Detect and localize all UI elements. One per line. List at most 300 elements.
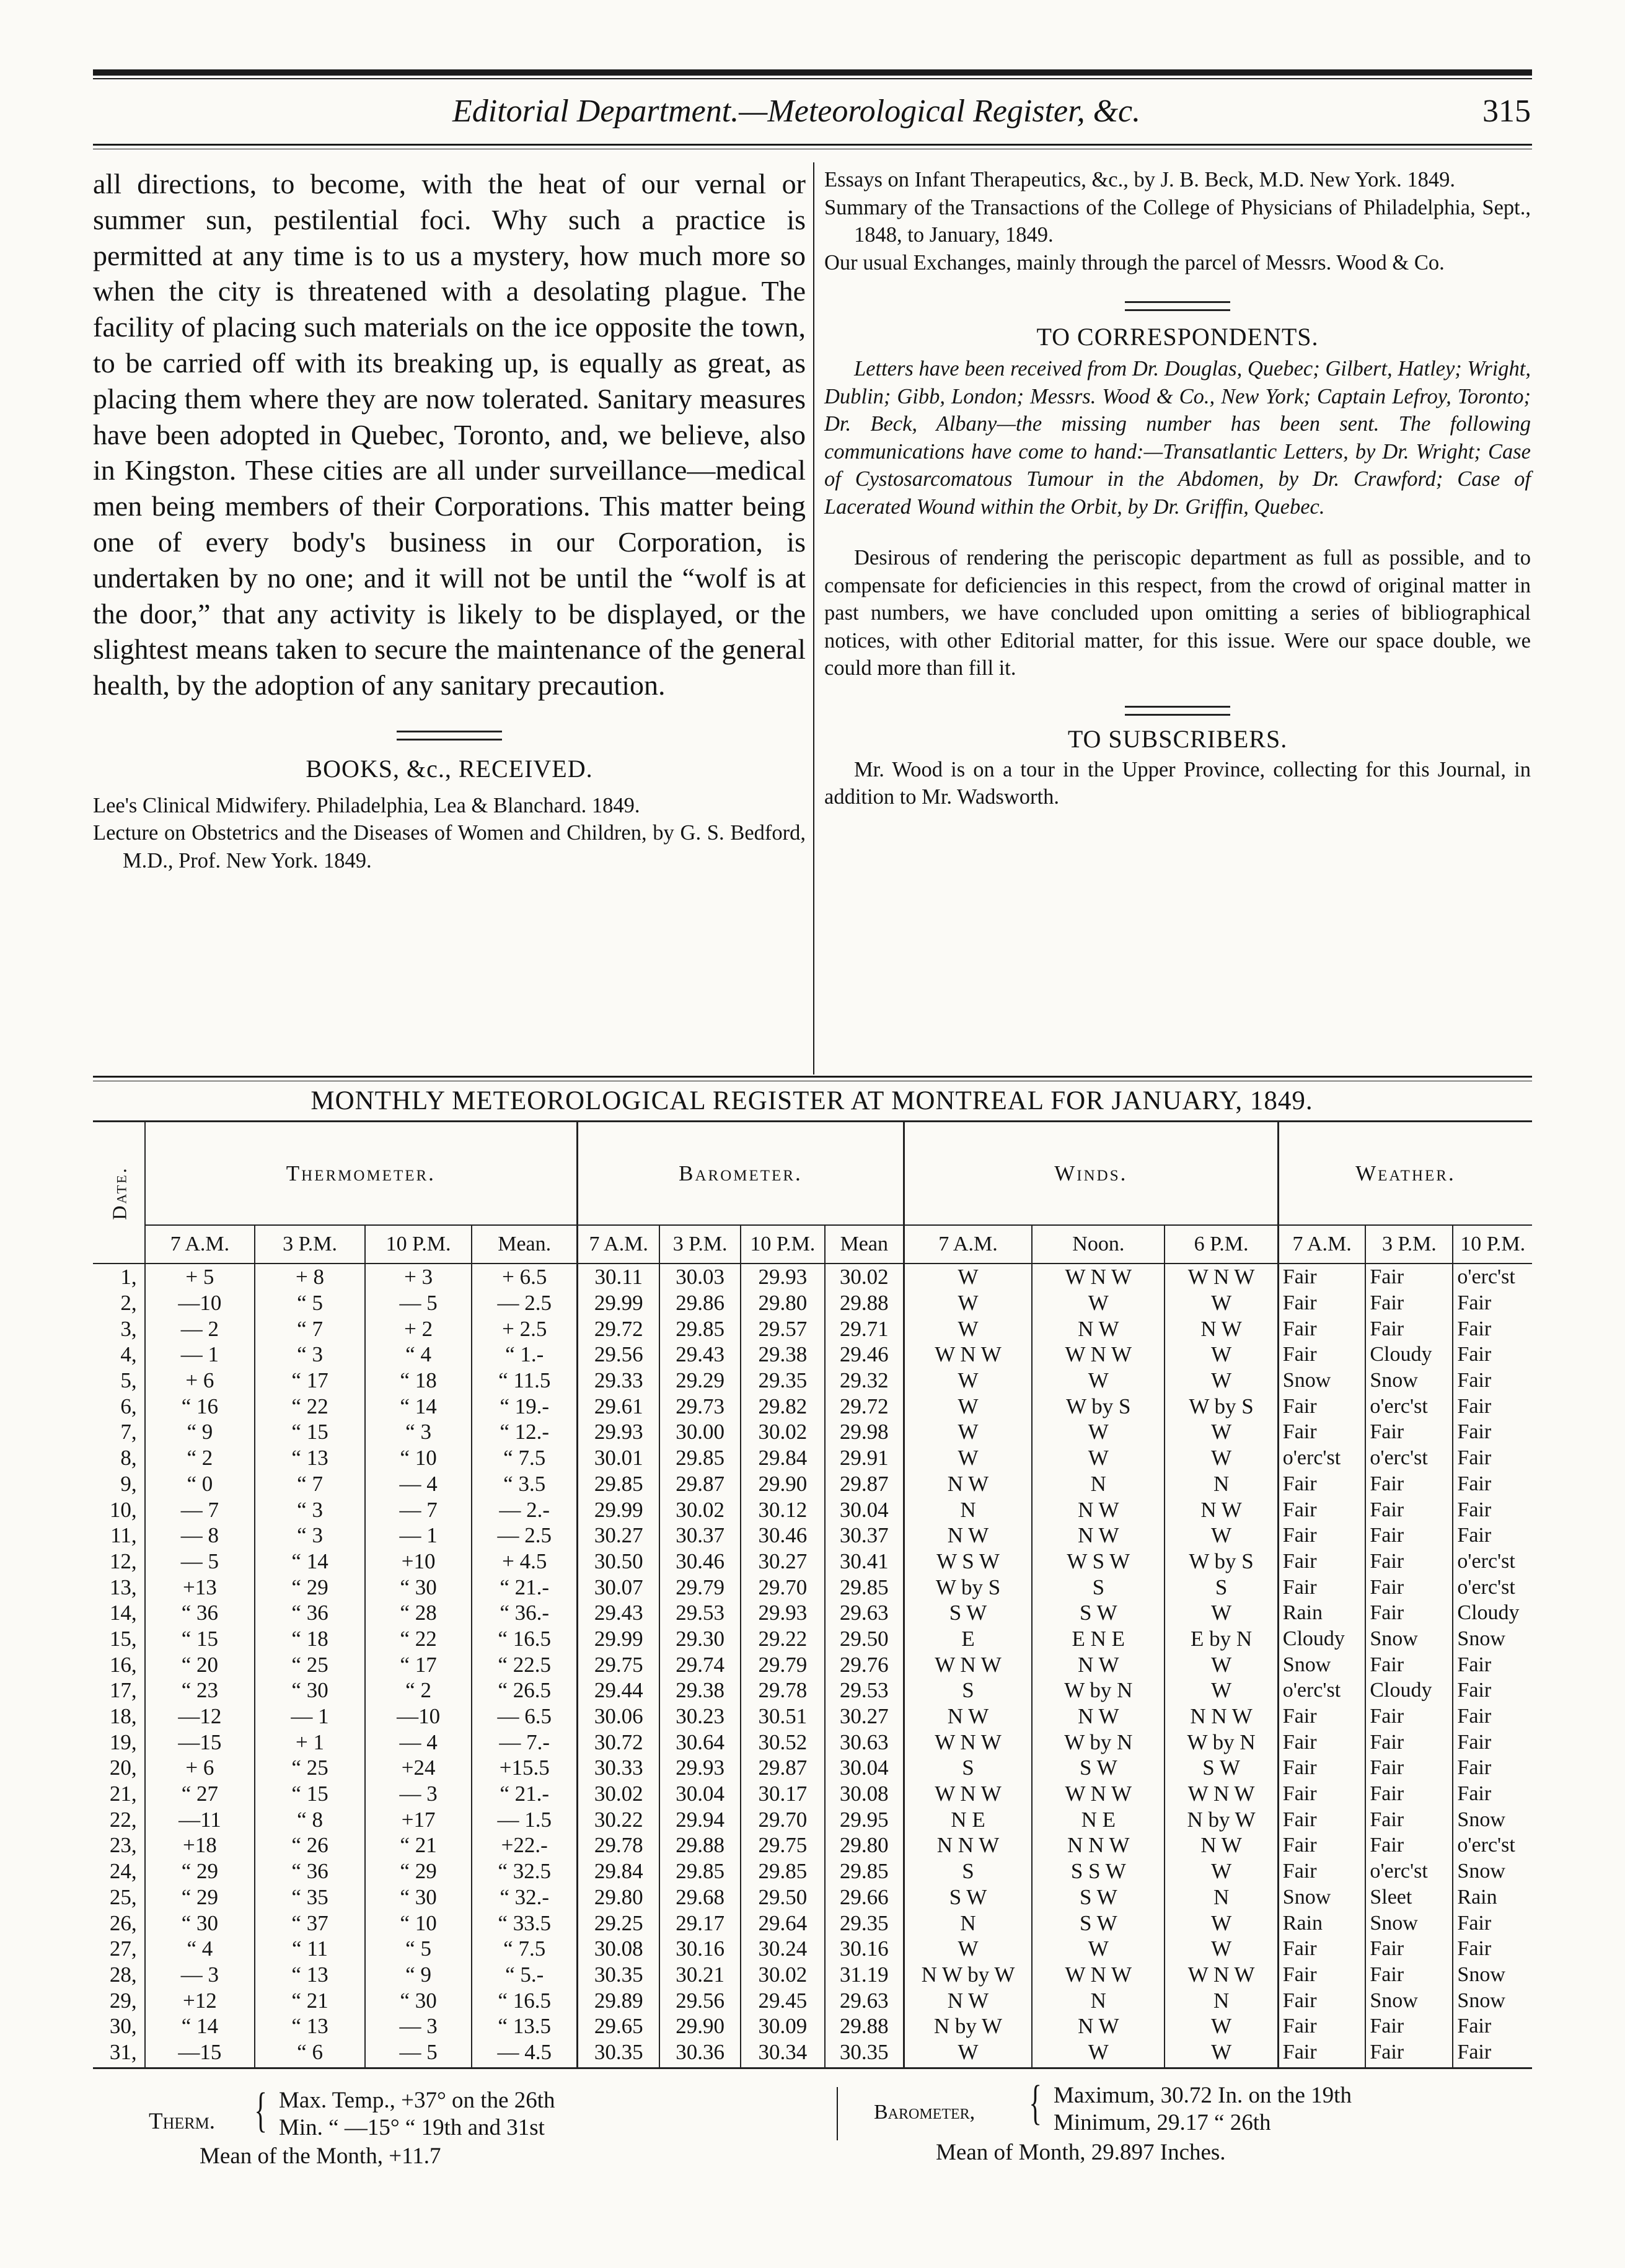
- register-cell: Fair: [1278, 1419, 1365, 1445]
- register-cell: “ 3: [365, 1419, 472, 1445]
- register-cell: W: [1032, 1445, 1165, 1471]
- register-cell: Rain: [1453, 1884, 1532, 1910]
- register-cell: 30.02: [741, 1962, 825, 1988]
- register-cell: + 6: [145, 1368, 255, 1394]
- register-cell: “ 18: [365, 1368, 472, 1394]
- register-row: [93, 1677, 1532, 1703]
- register-cell: Fair: [1278, 1962, 1365, 1988]
- register-cell: Fair: [1453, 1936, 1532, 1962]
- register-cell: Cloudy: [1365, 1677, 1453, 1703]
- register-cell: W N W: [904, 1342, 1032, 1368]
- register-cell: “ 16.5: [472, 1987, 577, 2013]
- register-cell: Fair: [1365, 1651, 1453, 1677]
- register-cell: “ 11.5: [472, 1368, 577, 1394]
- register-cell: W: [1032, 1936, 1165, 1962]
- register-cell: Snow: [1365, 1368, 1453, 1394]
- register-cell: Snow: [1453, 1806, 1532, 1832]
- register-cell: W: [1165, 1445, 1278, 1471]
- register-cell: 30.17: [741, 1781, 825, 1807]
- register-cell: o'erc'st: [1453, 1832, 1532, 1858]
- register-cell: 29.76: [825, 1651, 904, 1677]
- register-cell: +22.-: [472, 1832, 577, 1858]
- register-cell: 29.72: [578, 1316, 660, 1342]
- register-cell: 30.35: [578, 1962, 660, 1988]
- date-cell: 18,: [109, 1704, 137, 1729]
- register-cell: N N W: [904, 1832, 1032, 1858]
- register-cell: N E: [904, 1806, 1032, 1832]
- register-cell: Fair: [1453, 1419, 1532, 1445]
- register-cell: 29.88: [825, 1290, 904, 1316]
- register-cell: Fair: [1278, 1858, 1365, 1884]
- register-row: [93, 1419, 1532, 1445]
- register-cell: — 4: [365, 1471, 472, 1497]
- register-cell: 29.80: [741, 1290, 825, 1316]
- register-cell: W: [904, 1290, 1032, 1316]
- register-cell: W: [904, 1368, 1032, 1394]
- register-cell: Fair: [1453, 2013, 1532, 2039]
- register-cell: — 8: [145, 1523, 255, 1549]
- register-cell: S W: [1032, 1600, 1165, 1626]
- register-cell: 29.84: [578, 1858, 660, 1884]
- register-cell: +12: [145, 1987, 255, 2013]
- register-cell: 30.03: [659, 1264, 741, 1290]
- column-header: 10 P.M.: [365, 1225, 472, 1264]
- register-cell: “ 14: [365, 1393, 472, 1419]
- register-cell: Fair: [1278, 1574, 1365, 1600]
- register-cell: o'erc'st: [1365, 1858, 1453, 1884]
- register-cell: Snow: [1453, 1626, 1532, 1652]
- register-cell: N W: [904, 1471, 1032, 1497]
- register-cell: 29.79: [741, 1651, 825, 1677]
- subscribers-text: Mr. Wood is on a tour in the Upper Province, collecting for this Journal, in addition to Mr. Wadsworth.: [824, 757, 1531, 809]
- register-cell: S W: [1165, 1755, 1278, 1781]
- register-row: [93, 1962, 1532, 1988]
- register-cell: 30.08: [578, 1936, 660, 1962]
- register-cell: 30.37: [825, 1523, 904, 1549]
- book-entry: Our usual Exchanges, mainly through the parcel of Messrs. Wood & Co.: [824, 250, 1445, 275]
- register-cell: 29.45: [741, 1987, 825, 2013]
- register-cell: 29.86: [659, 1290, 741, 1316]
- register-cell: 29.56: [659, 1987, 741, 2013]
- register-cell: + 6: [145, 1755, 255, 1781]
- register-cell: “ 28: [365, 1600, 472, 1626]
- register-cell: 29.53: [659, 1600, 741, 1626]
- register-cell: Fair: [1365, 1419, 1453, 1445]
- register-cell: 30.09: [741, 2013, 825, 2039]
- register-cell: W by S: [1032, 1393, 1165, 1419]
- register-cell: Fair: [1278, 1342, 1365, 1368]
- register-cell: W by S: [1165, 1393, 1278, 1419]
- register-cell: +17: [365, 1806, 472, 1832]
- register-cell: + 3: [365, 1264, 472, 1290]
- register-cell: 29.85: [659, 1316, 741, 1342]
- register-cell: Fair: [1453, 2039, 1532, 2068]
- register-cell: Fair: [1453, 1342, 1532, 1368]
- register-cell: N: [1165, 1471, 1278, 1497]
- register-cell: 29.93: [741, 1600, 825, 1626]
- therm-min: Min. “ —15° “ 19th and 31st: [279, 2115, 545, 2140]
- register-cell: + 6.5: [472, 1264, 577, 1290]
- register-cell: 29.80: [825, 1832, 904, 1858]
- register-row: [93, 1316, 1532, 1342]
- register-cell: Fair: [1365, 1729, 1453, 1755]
- register-row: [93, 1884, 1532, 1910]
- register-row: [93, 1600, 1532, 1626]
- date-cell: 21,: [109, 1782, 137, 1806]
- register-cell: “ 5: [255, 1290, 365, 1316]
- date-cell: 20,: [109, 1756, 137, 1780]
- register-cell: Fair: [1365, 1703, 1453, 1730]
- register-cell: Fair: [1453, 1316, 1532, 1342]
- register-cell: 29.63: [825, 1600, 904, 1626]
- register-cell: W N W: [1032, 1342, 1165, 1368]
- register-cell: S: [1032, 1574, 1165, 1600]
- register-cell: N W: [1032, 1703, 1165, 1730]
- register-cell: 29.93: [578, 1419, 660, 1445]
- register-cell: Fair: [1365, 1755, 1453, 1781]
- register-cell: “ 36.-: [472, 1600, 577, 1626]
- register-cell: 30.16: [825, 1936, 904, 1962]
- register-cell: 30.36: [659, 2039, 741, 2068]
- register-cell: W S W: [1032, 1549, 1165, 1575]
- register-cell: Fair: [1365, 1264, 1453, 1290]
- register-cell: W: [904, 1445, 1032, 1471]
- register-cell: Fair: [1278, 2013, 1365, 2039]
- register-cell: “ 26: [255, 1832, 365, 1858]
- register-cell: N W: [1032, 1316, 1165, 1342]
- register-cell: W S W: [904, 1549, 1032, 1575]
- column-header: 3 P.M.: [255, 1225, 365, 1264]
- register-cell: 29.53: [825, 1677, 904, 1703]
- column-divider: [813, 162, 814, 1075]
- register-cell: Cloudy: [1453, 1600, 1532, 1626]
- register-cell: “ 19.-: [472, 1393, 577, 1419]
- register-cell: 30.21: [659, 1962, 741, 1988]
- date-cell: 30,: [109, 2014, 137, 2039]
- register-cell: W by N: [1032, 1729, 1165, 1755]
- date-cell: 5,: [120, 1368, 137, 1393]
- register-cell: W: [1165, 1290, 1278, 1316]
- register-cell: — 3: [145, 1962, 255, 1988]
- register-cell: 30.37: [659, 1523, 741, 1549]
- register-cell: Fair: [1278, 1832, 1365, 1858]
- register-cell: N W: [1165, 1832, 1278, 1858]
- column-header: 7 A.M.: [904, 1225, 1032, 1264]
- baro-max: Maximum, 30.72 In. on the 19th: [1054, 2083, 1352, 2108]
- register-cell: 29.74: [659, 1651, 741, 1677]
- register-cell: 29.85: [578, 1471, 660, 1497]
- register-cell: W: [904, 1264, 1032, 1290]
- register-cell: + 2: [365, 1316, 472, 1342]
- periscope-notice: Desirous of rendering the periscopic department as full as possible, and to compensate for deficiencies in this respect, from the crowd of original matter in past numbers, we have concluded upon omitting a series of bibliographical notices, with other Editorial matter, for this issue. Were our space double, we could more than fill it.: [824, 546, 1531, 680]
- register-cell: 30.27: [825, 1703, 904, 1730]
- date-cell: 6,: [120, 1394, 137, 1418]
- date-cell: 26,: [109, 1910, 137, 1935]
- register-cell: Snow: [1365, 1987, 1453, 2013]
- register-cell: — 1: [365, 1523, 472, 1549]
- register-top-rule: [93, 1076, 1532, 1078]
- register-cell: N W: [1032, 1523, 1165, 1549]
- register-cell: Fair: [1278, 1729, 1365, 1755]
- register-cell: “ 30: [255, 1677, 365, 1703]
- register-cell: “ 29: [365, 1858, 472, 1884]
- register-cell: N: [1165, 1987, 1278, 2013]
- register-cell: Fair: [1453, 1445, 1532, 1471]
- register-cell: Fair: [1278, 1781, 1365, 1807]
- register-cell: 30.04: [825, 1497, 904, 1523]
- register-cell: “ 6: [255, 2039, 365, 2068]
- register-cell: — 5: [365, 1290, 472, 1316]
- register-cell: N W: [904, 1703, 1032, 1730]
- register-cell: 29.56: [578, 1342, 660, 1368]
- register-cell: Fair: [1278, 1755, 1365, 1781]
- date-cell: 9,: [120, 1471, 137, 1496]
- register-cell: “ 25: [255, 1755, 365, 1781]
- register-cell: “ 22: [365, 1626, 472, 1652]
- register-cell: “ 30: [145, 1910, 255, 1936]
- register-cell: Fair: [1365, 1290, 1453, 1316]
- register-cell: “ 35: [255, 1884, 365, 1910]
- register-row: [93, 1497, 1532, 1523]
- register-cell: 29.35: [825, 1910, 904, 1936]
- register-cell: “ 22: [255, 1393, 365, 1419]
- winds-header: Winds.: [904, 1122, 1278, 1226]
- register-row: [93, 1936, 1532, 1962]
- register-cell: 30.12: [741, 1497, 825, 1523]
- register-row: [93, 1987, 1532, 2013]
- register-cell: +10: [365, 1549, 472, 1575]
- register-cell: W: [1032, 2039, 1165, 2068]
- register-cell: Fair: [1365, 1806, 1453, 1832]
- register-cell: E by N: [1165, 1626, 1278, 1652]
- register-cell: 29.57: [741, 1316, 825, 1342]
- date-cell: 23,: [109, 1833, 137, 1858]
- register-cell: Cloudy: [1365, 1342, 1453, 1368]
- register-cell: “ 29: [255, 1574, 365, 1600]
- register-cell: Fair: [1365, 2039, 1453, 2068]
- register-cell: 29.64: [741, 1910, 825, 1936]
- register-cell: + 8: [255, 1264, 365, 1290]
- register-cell: 29.70: [741, 1806, 825, 1832]
- register-cell: “ 14: [145, 2013, 255, 2039]
- register-cell: 29.88: [659, 1832, 741, 1858]
- register-cell: “ 12.-: [472, 1419, 577, 1445]
- summary-divider: [837, 2087, 838, 2140]
- register-cell: Fair: [1278, 1264, 1365, 1290]
- register-cell: 29.90: [741, 1471, 825, 1497]
- register-cell: — 7: [145, 1497, 255, 1523]
- register-cell: W N W: [1165, 1781, 1278, 1807]
- register-cell: 30.27: [741, 1549, 825, 1575]
- register-cell: — 3: [365, 1781, 472, 1807]
- register-cell: 29.93: [659, 1755, 741, 1781]
- register-cell: 30.02: [741, 1419, 825, 1445]
- top-border-rule-thin: [93, 78, 1532, 79]
- register-cell: 29.30: [659, 1626, 741, 1652]
- register-cell: Fair: [1453, 1393, 1532, 1419]
- date-cell: 17,: [109, 1678, 137, 1703]
- register-row: [93, 1264, 1532, 1290]
- register-cell: “ 7: [255, 1316, 365, 1342]
- register-cell: Fair: [1365, 1549, 1453, 1575]
- register-cell: 29.79: [659, 1574, 741, 1600]
- register-cell: W: [1165, 1677, 1278, 1703]
- register-cell: “ 15: [255, 1781, 365, 1807]
- register-cell: Fair: [1365, 2013, 1453, 2039]
- register-cell: — 4: [365, 1729, 472, 1755]
- register-cell: 29.82: [741, 1393, 825, 1419]
- register-cell: 29.38: [659, 1677, 741, 1703]
- register-cell: — 1: [145, 1342, 255, 1368]
- register-cell: 30.11: [578, 1264, 660, 1290]
- register-cell: 29.46: [825, 1342, 904, 1368]
- register-cell: “ 14: [255, 1549, 365, 1575]
- therm-max: Max. Temp., +37° on the 26th: [279, 2088, 555, 2113]
- register-cell: S W: [1032, 1755, 1165, 1781]
- register-cell: 29.22: [741, 1626, 825, 1652]
- register-cell: 31.19: [825, 1962, 904, 1988]
- register-cell: W: [1165, 1368, 1278, 1394]
- date-cell: 11,: [110, 1523, 137, 1548]
- register-cell: + 4.5: [472, 1549, 577, 1575]
- register-cell: 29.80: [578, 1884, 660, 1910]
- register-cell: 29.71: [825, 1316, 904, 1342]
- date-cell: 3,: [120, 1316, 137, 1341]
- register-cell: 30.34: [741, 2039, 825, 2068]
- header-title: Editorial Department.—Meteorological Register, &c.: [452, 94, 1141, 129]
- register-cell: — 6.5: [472, 1703, 577, 1730]
- register-cell: 29.50: [741, 1884, 825, 1910]
- date-cell: 13,: [109, 1575, 137, 1599]
- register-cell: W N W: [904, 1651, 1032, 1677]
- register-cell: Fair: [1278, 1703, 1365, 1730]
- register-cell: N: [904, 1910, 1032, 1936]
- register-row: [93, 1781, 1532, 1807]
- register-cell: Fair: [1278, 1471, 1365, 1497]
- register-cell: 30.64: [659, 1729, 741, 1755]
- baro-min: Minimum, 29.17 “ 26th: [1054, 2110, 1271, 2135]
- register-cell: N: [1032, 1471, 1165, 1497]
- register-cell: Fair: [1365, 1471, 1453, 1497]
- register-cell: N W: [1032, 1497, 1165, 1523]
- register-cell: 29.85: [741, 1858, 825, 1884]
- register-cell: Snow: [1278, 1651, 1365, 1677]
- register-cell: 29.33: [578, 1368, 660, 1394]
- correspondents-text: Letters have been received from Dr. Douglas, Quebec; Gilbert, Hatley; Wright, Dublin; Gibb, London; Messrs. Wood & Co., New York; Captain Lefroy, Toronto; Dr. Beck, Albany—the missing number has been sent. The following communications have come to hand:—Transatlantic Letters, by Dr. Wright; Case of Cystosarcomatous Tumour in the Abdomen, by Dr. Crawford; Case of Lacerated Wound within the Orbit, by Dr. Griffin, Quebec.: [824, 357, 1531, 519]
- register-cell: Fair: [1278, 1393, 1365, 1419]
- date-cell: 25,: [109, 1884, 137, 1909]
- date-cell: 24,: [109, 1859, 137, 1884]
- register-cell: Fair: [1453, 1471, 1532, 1497]
- book-entry: Essays on Infant Therapeutics, &c., by J. B. Beck, M.D. New York. 1849.: [824, 168, 1455, 191]
- register-cell: 30.07: [578, 1574, 660, 1600]
- register-cell: “ 26.5: [472, 1677, 577, 1703]
- subscribers-heading: TO SUBSCRIBERS.: [1067, 724, 1288, 753]
- register-cell: 29.99: [578, 1497, 660, 1523]
- register-cell: W N W: [904, 1781, 1032, 1807]
- register-cell: Fair: [1365, 1497, 1453, 1523]
- register-cell: “ 4: [365, 1342, 472, 1368]
- register-cell: “ 32.-: [472, 1884, 577, 1910]
- register-cell: 30.33: [578, 1755, 660, 1781]
- date-cell: 2,: [120, 1291, 137, 1316]
- register-cell: “ 8: [255, 1806, 365, 1832]
- register-cell: 29.75: [578, 1651, 660, 1677]
- column-header: 6 P.M.: [1165, 1225, 1278, 1264]
- register-cell: o'erc'st: [1278, 1445, 1365, 1471]
- register-cell: W: [1032, 1368, 1165, 1394]
- register-cell: N N W: [1165, 1703, 1278, 1730]
- register-cell: “ 1.-: [472, 1342, 577, 1368]
- register-cell: W by N: [1032, 1677, 1165, 1703]
- book-entry: Lee's Clinical Midwifery. Philadelphia, Lea & Blanchard. 1849.: [93, 793, 640, 817]
- register-cell: S: [1165, 1574, 1278, 1600]
- register-cell: “ 20: [145, 1651, 255, 1677]
- date-header: Date.: [93, 1122, 145, 1264]
- register-cell: 29.38: [741, 1342, 825, 1368]
- register-cell: Rain: [1278, 1600, 1365, 1626]
- register-cell: “ 36: [255, 1600, 365, 1626]
- register-cell: N: [1165, 1884, 1278, 1910]
- register-cell: “ 0: [145, 1471, 255, 1497]
- register-cell: 30.50: [578, 1549, 660, 1575]
- register-cell: + 2.5: [472, 1316, 577, 1342]
- register-cell: 30.02: [825, 1264, 904, 1290]
- register-cell: “ 5: [365, 1936, 472, 1962]
- register-cell: 30.35: [825, 2039, 904, 2068]
- register-row: [93, 1523, 1532, 1549]
- date-cell: 29,: [109, 1988, 137, 2013]
- register-cell: “ 4: [145, 1936, 255, 1962]
- register-cell: W N W: [1032, 1962, 1165, 1988]
- register-cell: Fair: [1365, 1832, 1453, 1858]
- register-cell: “ 7: [255, 1471, 365, 1497]
- register-cell: “ 33.5: [472, 1910, 577, 1936]
- register-cell: “ 21: [255, 1987, 365, 2013]
- register-cell: 29.85: [825, 1574, 904, 1600]
- register-cell: “ 3: [255, 1497, 365, 1523]
- register-row: [93, 1574, 1532, 1600]
- book-entry: Summary of the Transactions of the College of Physicians of Philadelphia, Sept., 1848, to January, 1849.: [824, 195, 1531, 247]
- date-cell: 1,: [120, 1265, 137, 1290]
- register-cell: —11: [145, 1806, 255, 1832]
- register-row: [93, 1471, 1532, 1497]
- register-cell: Fair: [1453, 1755, 1532, 1781]
- weather-header: Weather.: [1278, 1122, 1532, 1226]
- top-border-rule: [93, 69, 1532, 76]
- register-cell: Snow: [1453, 1962, 1532, 1988]
- left-column: [93, 166, 806, 874]
- register-cell: W by N: [1165, 1729, 1278, 1755]
- register-cell: 29.98: [825, 1419, 904, 1445]
- register-cell: “ 13: [255, 2013, 365, 2039]
- column-header: 3 P.M.: [1365, 1225, 1453, 1264]
- register-cell: W: [1032, 1419, 1165, 1445]
- register-cell: “ 13: [255, 1445, 365, 1471]
- register-cell: 30.00: [659, 1419, 741, 1445]
- register-cell: Snow: [1453, 1987, 1532, 2013]
- register-cell: “ 3.5: [472, 1471, 577, 1497]
- column-header: 7 A.M.: [145, 1225, 255, 1264]
- register-cell: — 2: [145, 1316, 255, 1342]
- therm-mean: Mean of the Month, +11.7: [200, 2143, 441, 2169]
- register-cell: 29.87: [741, 1755, 825, 1781]
- register-cell: 29.61: [578, 1393, 660, 1419]
- register-cell: 29.35: [741, 1368, 825, 1394]
- register-cell: W: [1165, 1342, 1278, 1368]
- register-cell: 29.43: [659, 1342, 741, 1368]
- register-cell: 29.87: [659, 1471, 741, 1497]
